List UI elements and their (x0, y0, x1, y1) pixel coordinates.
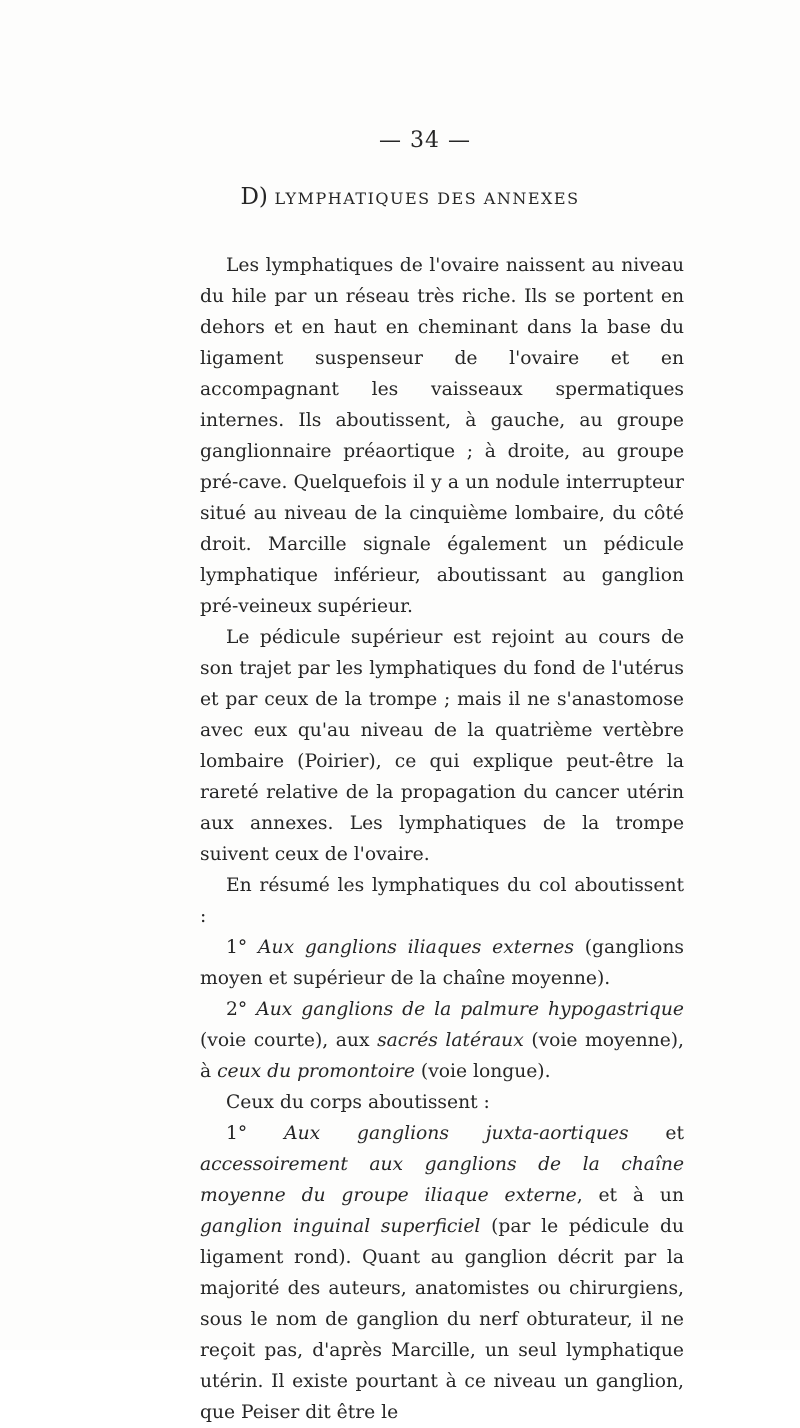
text-run: Le pédicule supérieur est rejoint au cours de son trajet par les lymphatiques du fond de l'utérus et par ceux de la trompe ; mais il ne s'anastomose avec eux qu'au niveau de la quatrième vertèbre lombaire (Poirier), ce qui explique peut-être la rareté relative de la propagation du cancer utérin aux annexes. Les lymphatiques de la trompe suivent ceux de l'ovaire. (200, 627, 684, 865)
paragraph (200, 994, 684, 1087)
italic-text-run: ceux du promontoire (217, 1061, 415, 1082)
text-run: 1° (226, 937, 259, 958)
text-run: Les lymphatiques de l'ovaire naissent au niveau du hile par un réseau très riche. Ils se portent en dehors et en haut en cheminant dans la base du ligament suspenseur de l'ovaire et en accompagnant les vaisseaux spermatiques internes. Ils aboutissent, à gauche, au groupe ganglionnaire préaortique ; à droite, au groupe pré-cave. Quelquefois il y a un nodule interrupteur situé au niveau de la cinquième lombaire, du côté droit. Marcille signale également un pédicule lymphatique inférieur, aboutissant au ganglion pré-veineux supérieur. (200, 255, 684, 617)
text-run: (voie moyenne), à (200, 1030, 684, 1082)
section-heading (0, 184, 800, 210)
text-run: 2° (226, 999, 257, 1020)
text-run: Ceux du corps aboutissent : (226, 1092, 490, 1113)
text-run: (par le pédicule du ligament rond). Quant au ganglion décrit par la majorité des auteurs, anatomistes ou chirurgiens, sous le nom de ganglion du nerf obturateur, il ne reçoit pas, d'après Marcille, un seul lymphatique utérin. Il existe pourtant à ce niveau un ganglion, que Peiser dit être le (200, 1216, 685, 1423)
paragraph (200, 870, 684, 932)
text-run: et (628, 1123, 684, 1144)
italic-text-run: Aux ganglions juxta-aortiques (284, 1123, 629, 1144)
text-run: (ganglions moyen et supérieur de la chaîne moyenne). (200, 937, 684, 989)
italic-text-run: ganglion inguinal superficiel (200, 1216, 481, 1237)
paragraph (200, 622, 684, 870)
text-run: (voie longue). (414, 1061, 551, 1082)
paragraph (200, 1087, 684, 1118)
paragraph (200, 250, 684, 622)
text-run: , et à un (576, 1185, 684, 1206)
body-text (200, 250, 684, 1428)
paragraph (200, 932, 684, 994)
text-run: En résumé les lymphatiques du col aboutissent : (200, 875, 684, 927)
italic-text-run: sacrés latéraux (377, 1030, 524, 1051)
page-number: — 34 — (379, 128, 471, 153)
text-run: (voie courte), aux (200, 1030, 378, 1051)
section-title: LYMPHATIQUES DES ANNEXES (274, 189, 580, 208)
section-letter: D) (240, 184, 268, 210)
italic-text-run: accessoirement aux ganglions de la chaîne moyenne du groupe iliaque externe (200, 1154, 684, 1206)
text-run: 1° (226, 1123, 285, 1144)
italic-text-run: Aux ganglions iliaques externes (258, 937, 574, 958)
italic-text-run: Aux ganglions de la palmure hypogastrique (256, 999, 684, 1020)
paragraph (200, 1118, 684, 1428)
